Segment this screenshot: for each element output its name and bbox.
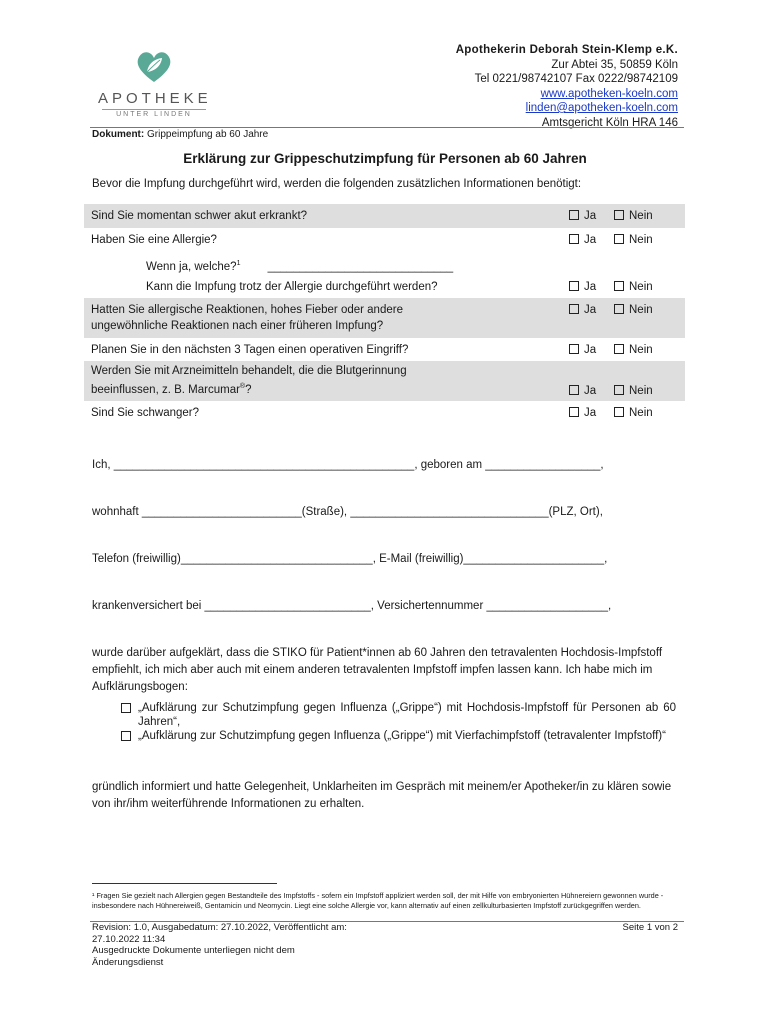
- question-text: Haben Sie eine Allergie?: [91, 234, 217, 246]
- question-text: Sind Sie schwanger?: [91, 407, 200, 419]
- footer-revision: Revision: 1.0, Ausgabedatum: 27.10.2022, Veröffentlicht am:: [92, 922, 347, 933]
- website-link[interactable]: www.apotheken-koeln.com: [540, 87, 678, 100]
- document-label: Dokument:: [92, 129, 145, 140]
- intro-text: Bevor die Impfung durchgeführt wird, werden die folgenden zusätzlichen Informationen benötigt:: [92, 178, 582, 190]
- question-row: [84, 204, 685, 228]
- header-divider: [90, 127, 684, 128]
- choice-quadrivalent[interactable]: [121, 729, 676, 743]
- court-registration: Amtsgericht Köln HRA 146: [541, 116, 678, 129]
- question-text: Kann die Impfung trotz der Allergie durchgeführt werden?: [146, 281, 438, 293]
- yes-checkbox[interactable]: Ja: [569, 383, 596, 399]
- question-text: Werden Sie mit Arzneimitteln behandelt, die die Blutgerinnung: [91, 365, 407, 377]
- document-value: Grippeimpfung ab 60 Jahre: [147, 129, 269, 140]
- registered-mark: ®: [239, 383, 246, 390]
- checkbox-icon[interactable]: [121, 703, 131, 713]
- yes-checkbox[interactable]: Ja: [569, 405, 596, 421]
- footer-note: Änderungsdienst: [92, 956, 164, 968]
- footnote-divider: [92, 883, 277, 884]
- checkbox-icon: [614, 407, 624, 417]
- checkbox-icon: [569, 304, 579, 314]
- checkbox-icon: [614, 210, 624, 220]
- statement-paragraph: wurde darüber aufgeklärt, dass die STIKO für Patient*innen ab 60 Jahren den tetravalenten Hochdosis-Impfstoff empfiehlt, ich mich aber auch mit einem anderen tetravalenten Impfstoff impfen lassen kann. Ich habe mich im Aufklärungsbogen:: [92, 647, 663, 693]
- no-checkbox[interactable]: Nein: [614, 279, 653, 295]
- contact-line[interactable]: Telefon (freiwillig)______________________________, E-Mail (freiwillig)______________________,: [92, 553, 608, 565]
- pharmacy-logo: [98, 48, 210, 118]
- leaf-heart-logo-icon: [134, 48, 174, 84]
- no-checkbox[interactable]: Nein: [614, 342, 653, 358]
- insurance-line[interactable]: krankenversichert bei __________________________, Versichertennummer ___________________,: [92, 600, 612, 612]
- question-row: [84, 338, 685, 361]
- name-birthdate-line[interactable]: Ich, _______________________________________________, geboren am __________________,: [92, 459, 604, 471]
- no-checkbox[interactable]: Nein: [614, 208, 653, 224]
- footer-note: Ausgedruckte Dokumente unterliegen nicht dem: [92, 945, 295, 956]
- checkbox-icon: [569, 234, 579, 244]
- choice-text: „Aufklärung zur Schutzimpfung gegen Influenza („Grippe“) mit Hochdosis-Impfstoff für Personen ab 60 Jahren“,: [138, 702, 676, 728]
- checkbox-icon[interactable]: [121, 731, 131, 741]
- footnote-ref: 1: [236, 260, 241, 267]
- no-checkbox[interactable]: Nein: [614, 302, 653, 318]
- pharmacy-address: [456, 43, 678, 130]
- question-table: [84, 204, 685, 425]
- no-checkbox[interactable]: Nein: [614, 405, 653, 421]
- checkbox-icon: [614, 281, 624, 291]
- checkbox-icon: [614, 344, 624, 354]
- question-text: Planen Sie in den nächsten 3 Tagen einen operativen Eingriff?: [91, 344, 409, 356]
- footer-published: 27.10.2022 11:34: [92, 933, 166, 945]
- closing-paragraph: gründlich informiert und hatte Gelegenheit, Unklarheiten im Gespräch mit meinem/er Apotheker/in zu klären sowie von ihr/ihm weiterführende Informationen zu erhalten.: [92, 781, 672, 810]
- question-row: [84, 298, 685, 338]
- logo-wordmark: APOTHEKE: [98, 90, 212, 107]
- checkbox-icon: [569, 281, 579, 291]
- yes-checkbox[interactable]: Ja: [569, 279, 596, 295]
- page-title: Erklärung zur Grippeschutzimpfung für Personen ab 60 Jahren: [183, 151, 587, 166]
- choice-highdose[interactable]: [121, 701, 676, 729]
- question-row: [84, 361, 685, 401]
- question-text: Hatten Sie allergische Reaktionen, hohes Fieber oder andere: [91, 304, 403, 316]
- yes-checkbox[interactable]: Ja: [569, 302, 596, 318]
- yes-checkbox[interactable]: Ja: [569, 232, 596, 248]
- allergy-input-line[interactable]: _____________________________: [267, 260, 454, 273]
- checkbox-icon: [569, 407, 579, 417]
- question-text: ungewöhnliche Reaktionen nach einer früheren Impfung?: [91, 320, 384, 332]
- checkbox-icon: [569, 344, 579, 354]
- choice-text: „Aufklärung zur Schutzimpfung gegen Influenza („Grippe“) mit Vierfachimpfstoff (tetravalenter Impfstoff)“: [138, 730, 666, 742]
- question-row: [84, 228, 685, 252]
- phone-fax: Tel 0221/98742107 Fax 0222/98742109: [474, 73, 678, 85]
- footer-info: [92, 922, 347, 968]
- question-row: [84, 401, 685, 425]
- checkbox-icon: [569, 385, 579, 395]
- yes-checkbox[interactable]: Ja: [569, 342, 596, 358]
- street-address: Zur Abtei 35, 50859 Köln: [551, 58, 678, 71]
- pharmacist-name: Apothekerin Deborah Stein-Klemp e.K.: [455, 44, 678, 56]
- question-text: Sind Sie momentan schwer akut erkrankt?: [91, 210, 308, 222]
- question-text: beeinflussen, z. B. Marcumar: [91, 383, 240, 396]
- question-row: [84, 252, 685, 275]
- footnote-text: ¹ Fragen Sie gezielt nach Allergien gegen Bestandteile des Impfstoffs - sofern ein Impfstoff appliziert werden soll, der mit Hilfe von embryonierten Hühnereiern gewonnen wurde - insbesondere nach Hühnereiweiß, Gentamicin und Neomycin. Liegt eine solche Allergie vor, kann alternativ auf einen zellkulturbasierten Impfstoff zurückgegriffen werden.: [92, 891, 664, 910]
- question-text: Wenn ja, welche?: [146, 260, 237, 273]
- question-row: [84, 275, 685, 298]
- question-end: ?: [245, 383, 252, 396]
- logo-subtitle: UNTER LINDEN: [116, 111, 192, 118]
- checkbox-icon: [614, 304, 624, 314]
- checkbox-icon: [614, 234, 624, 244]
- document-label-line: [92, 129, 268, 140]
- email-link[interactable]: linden@apotheken-koeln.com: [525, 102, 678, 114]
- page-number: Seite 1 von 2: [622, 922, 678, 933]
- no-checkbox[interactable]: Nein: [614, 232, 653, 248]
- yes-checkbox[interactable]: Ja: [569, 208, 596, 224]
- address-line[interactable]: wohnhaft _________________________(Straße), _______________________________(PLZ, Ort),: [92, 506, 603, 518]
- no-checkbox[interactable]: Nein: [614, 383, 653, 399]
- checkbox-icon: [614, 385, 624, 395]
- checkbox-icon: [569, 210, 579, 220]
- logo-divider: [102, 109, 206, 110]
